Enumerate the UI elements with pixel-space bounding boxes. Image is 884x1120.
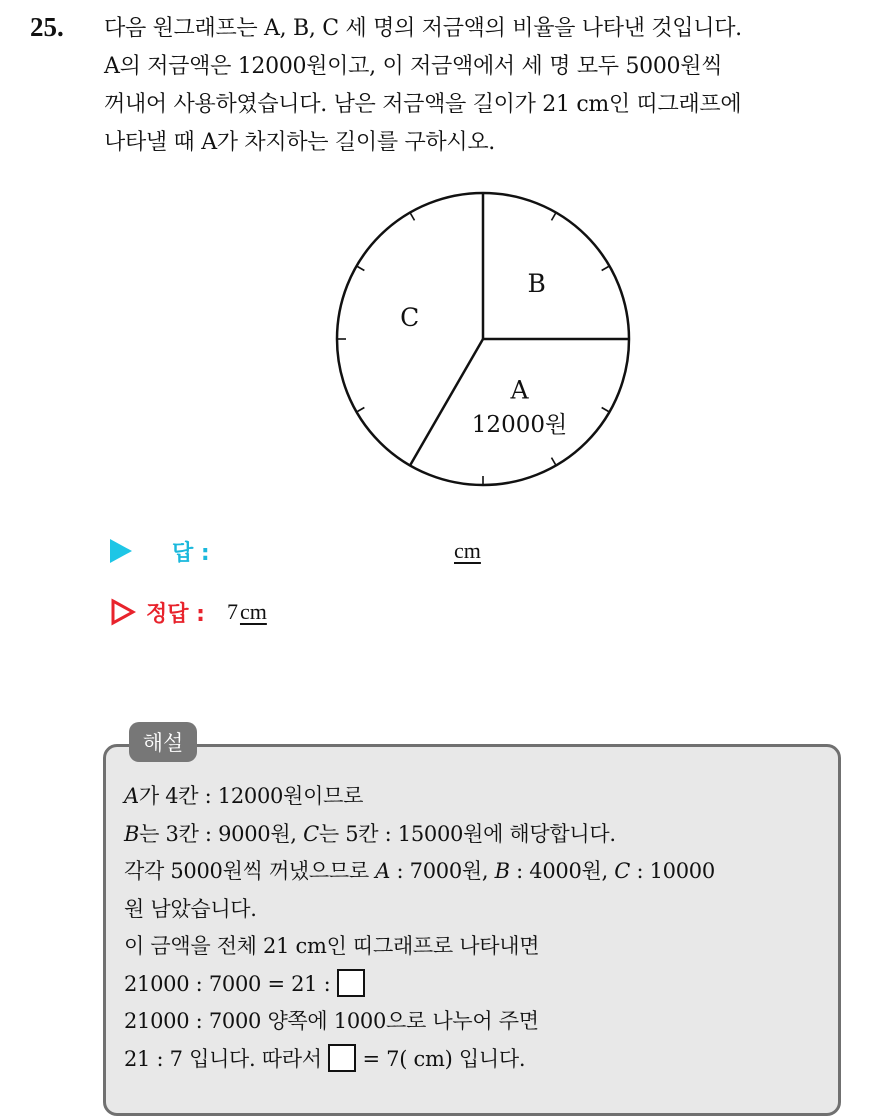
solution-tab: 해설 — [129, 722, 197, 762]
pie-slice-value: 12000원 — [471, 412, 568, 439]
solution-text — [124, 778, 834, 1078]
var-a: A — [124, 784, 139, 808]
var-c: C — [303, 821, 319, 846]
question-line: A의 저금액은 12000원이고, 이 저금액에서 세 명 모두 5000원씩 — [104, 54, 723, 79]
correct-answer-row — [110, 592, 267, 632]
correct-answer-number: 7 — [226, 599, 238, 624]
var-a: A — [375, 859, 391, 883]
solution-line: 21000 : 7000 양쪽에 1000으로 나누어 주면 — [124, 1009, 539, 1033]
var-b: B — [124, 821, 140, 846]
solution-line: A가 4칸 : 12000원이므로 — [124, 784, 364, 808]
question-line: 다음 원그래프는 A, B, C 세 명의 저금액의 비율을 나타낸 것입니다. — [104, 16, 742, 41]
blank-box — [328, 1044, 356, 1072]
solution-line: 각각 5000원씩 꺼냈으므로 A : 7000원, B : 4000원, C : 10000 — [124, 859, 715, 883]
pie-slice-label: B — [527, 268, 546, 298]
solution-line: 21000 : 7000 = 21 : — [124, 966, 834, 1004]
answer-label: 답 : — [172, 540, 210, 566]
var-b: B — [494, 859, 510, 883]
correct-answer-value — [227, 599, 267, 625]
var-c: C — [614, 859, 631, 883]
pie-slice-label: C — [400, 302, 420, 332]
question-line: 꺼내어 사용하였습니다. 남은 저금액을 길이가 21 cm인 띠그래프에 — [104, 92, 742, 117]
answer-unit: cm — [454, 538, 481, 563]
solution-line: 원 남았습니다. — [124, 896, 257, 921]
correct-answer-label: 정답 : — [146, 601, 205, 627]
question-number: 25. — [30, 12, 64, 42]
solution-line: 21 : 7 입니다. 따라서 = 7( cm) 입니다. — [124, 1041, 834, 1079]
solution-line: 이 금액을 전체 21 cm인 띠그래프로 나타내면 — [124, 934, 540, 958]
question-line: 나타낼 때 A가 차지하는 길이를 구하시오. — [104, 130, 495, 155]
answer-row — [110, 531, 210, 571]
correct-answer-unit: cm — [239, 599, 267, 624]
solution-line: B는 3칸 : 9000원, C는 5칸 : 15000원에 해당합니다. — [124, 821, 616, 846]
pie-chart — [328, 186, 638, 496]
pie-slice-label: A — [510, 375, 529, 405]
question-text — [104, 10, 864, 162]
outline-arrow-icon — [110, 598, 136, 626]
play-arrow-icon — [110, 539, 132, 563]
blank-box — [337, 969, 365, 997]
